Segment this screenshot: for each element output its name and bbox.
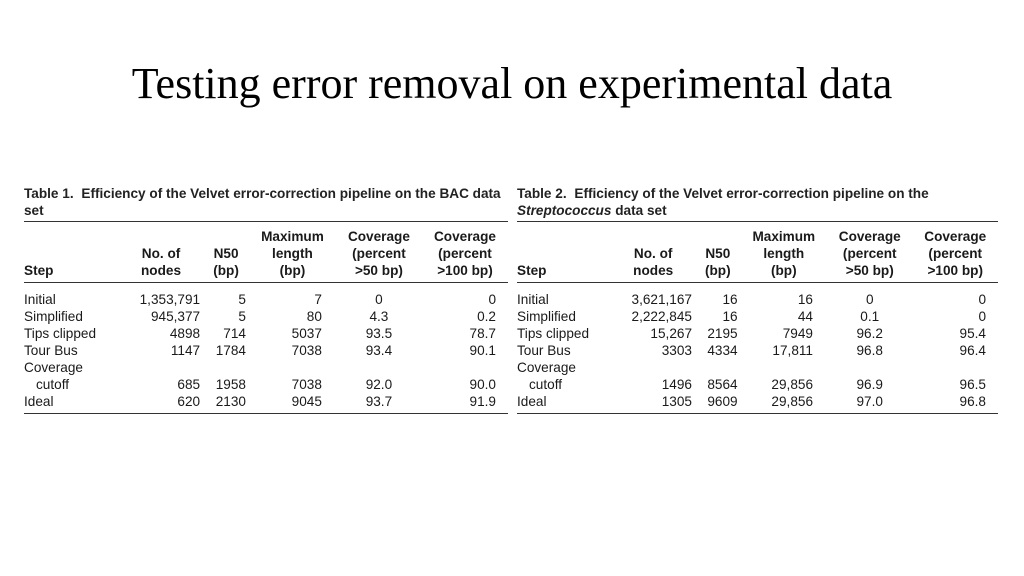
table-cell (611, 359, 695, 376)
table-cell: 7 (314, 292, 322, 307)
table-cell: 96.4 (959, 343, 986, 358)
table-cell: 91.9 (422, 393, 508, 414)
step-label: cutoff (36, 377, 70, 392)
table-cell: 0.1 (860, 309, 880, 324)
table-row (24, 376, 508, 393)
table-row (517, 325, 998, 342)
column-header-line: No. of (633, 246, 673, 261)
table-cell: 93.7 (336, 393, 422, 414)
table-cell: 16 (797, 292, 813, 307)
table-1-header-row (24, 222, 508, 283)
column-header-line: Maximum (752, 229, 816, 244)
table-cell (203, 359, 249, 376)
table-cell: Simplified (24, 309, 83, 324)
table-cell: 78.7 (469, 326, 496, 341)
table-cell (422, 359, 508, 376)
table-cell: 4898 (169, 326, 201, 341)
table-cell: 1784 (215, 343, 246, 358)
table-cell: Initial (24, 292, 56, 307)
table-cell: 44 (797, 309, 813, 324)
column-header (827, 222, 912, 283)
table-cell: 90.1 (469, 343, 496, 358)
table-cell: 1,353,791 (139, 292, 201, 307)
column-header-line: (bp) (213, 263, 239, 278)
table-cell: 9045 (249, 393, 336, 414)
table-cell: 92.0 (365, 377, 393, 392)
table-cell: Ideal (517, 393, 611, 414)
table-cell: 96.8 (912, 393, 998, 414)
column-header-line: Step (517, 263, 547, 278)
table-2-caption-genus: Streptococcus (517, 203, 612, 218)
table-2 (517, 185, 998, 414)
table-cell (741, 359, 827, 376)
table-cell: 5 (238, 292, 246, 307)
table-1-number: Table 1. (24, 186, 74, 201)
step-label: cutoff (529, 377, 563, 392)
table-cell: Tips clipped (517, 326, 590, 341)
table-cell: 29,856 (771, 377, 813, 392)
column-header (611, 222, 695, 283)
table-1-body (24, 283, 508, 414)
table-row (24, 308, 508, 325)
table-row (517, 393, 998, 414)
table-cell: 97.0 (827, 393, 912, 414)
table-1-caption (24, 185, 508, 221)
table-row (517, 283, 998, 309)
table-cell: 2195 (707, 326, 738, 341)
table-cell (119, 359, 203, 376)
table-cell: 685 (177, 377, 201, 392)
table-1-caption-text: Efficiency of the Velvet error-correction pipeline on the BAC data set (24, 186, 501, 218)
table-cell: 5037 (291, 326, 322, 341)
column-header-line: Coverage (433, 229, 496, 244)
column-header-line: (percent (842, 246, 897, 261)
column-header-line: (percent (438, 246, 492, 261)
table-cell: 4.3 (369, 309, 389, 324)
table-cell: 0 (865, 292, 874, 307)
table-cell: 7949 (782, 326, 813, 341)
table-cell: 2130 (203, 393, 249, 414)
table-cell: 3,621,167 (631, 292, 692, 307)
table-cell: 9609 (695, 393, 741, 414)
table-cell: 1496 (661, 377, 692, 392)
column-header-line: N50 (213, 246, 239, 261)
table-cell: 90.0 (469, 377, 496, 392)
table-cell: 0 (978, 309, 986, 324)
table-cell: Coverage (24, 360, 83, 375)
table-2-caption-text: Efficiency of the Velvet error-correction pipeline on the (574, 186, 929, 201)
slide-title: Testing error removal on experimental data (131, 59, 893, 108)
table-cell (827, 359, 912, 376)
table-cell: 16 (722, 309, 738, 324)
column-header-line: nodes (633, 263, 674, 278)
table-cell: 96.9 (856, 377, 883, 392)
column-header-line: (percent (352, 246, 406, 261)
column-header (517, 222, 611, 283)
column-header (249, 222, 336, 283)
column-header (336, 222, 422, 283)
table-cell: 16 (722, 292, 738, 307)
table-cell: 0 (978, 292, 986, 307)
table-1 (24, 185, 508, 414)
column-header-line: Maximum (261, 229, 324, 244)
column-header-line: (bp) (704, 263, 731, 278)
table-cell: Tips clipped (24, 326, 97, 341)
table-cell (517, 376, 611, 393)
table-cell: 4334 (707, 343, 738, 358)
table-cell: 7038 (291, 343, 322, 358)
table-2-header-row (517, 222, 998, 283)
column-header-line: (percent (928, 246, 983, 261)
table-cell: 1147 (170, 343, 201, 358)
table-cell: 80 (306, 309, 322, 324)
column-header-line: No. of (141, 246, 181, 261)
column-header-line: length (272, 246, 313, 261)
table-cell: Tour Bus (517, 343, 571, 358)
column-header-line: Coverage (838, 229, 901, 244)
table-1-grid (24, 221, 508, 414)
table-row (517, 308, 998, 325)
table-cell: 3303 (661, 343, 692, 358)
table-cell: 15,267 (650, 326, 692, 341)
column-header-line: Coverage (347, 229, 410, 244)
table-cell: 1305 (611, 393, 695, 414)
table-cell: 0.2 (477, 309, 496, 324)
column-header (741, 222, 827, 283)
table-cell: 93.4 (365, 343, 393, 358)
column-header (119, 222, 203, 283)
table-cell: 945,377 (150, 309, 201, 324)
table-row (24, 283, 508, 309)
column-header-line: (bp) (279, 263, 306, 278)
table-cell (336, 359, 422, 376)
table-cell: 96.5 (959, 377, 986, 392)
column-header (422, 222, 508, 283)
column-header-line: >100 bp) (927, 263, 983, 278)
table-cell: 620 (119, 393, 203, 414)
column-header-line: Step (24, 263, 54, 278)
column-header-line: nodes (141, 263, 182, 278)
table-cell: 17,811 (772, 343, 813, 358)
table-cell (912, 359, 998, 376)
table-cell: 96.2 (856, 326, 883, 341)
column-header-line: >50 bp) (845, 263, 894, 278)
table-row (517, 342, 998, 359)
column-header (912, 222, 998, 283)
column-header-line: N50 (705, 246, 731, 261)
table-cell: 0 (488, 292, 496, 307)
table-cell: 7038 (291, 377, 322, 392)
table-row (24, 325, 508, 342)
table-cell: Ideal (24, 393, 119, 414)
column-header (24, 222, 119, 283)
table-cell: 2,222,845 (631, 309, 692, 324)
table-cell (695, 359, 741, 376)
table-cell: 8564 (707, 377, 738, 392)
table-cell: 96.8 (856, 343, 883, 358)
table-cell: 29,856 (741, 393, 827, 414)
table-row (517, 376, 998, 393)
table-cell: 714 (223, 326, 246, 341)
table-cell: 5 (238, 309, 246, 324)
column-header (203, 222, 249, 283)
table-row (24, 342, 508, 359)
table-cell: 93.5 (365, 326, 393, 341)
table-row (517, 359, 998, 376)
column-header-line: >50 bp) (354, 263, 403, 278)
table-cell: 0 (375, 292, 383, 307)
table-2-number: Table 2. (517, 186, 567, 201)
table-row (24, 393, 508, 414)
table-2-caption-suffix: data set (615, 203, 667, 218)
column-header-line: Coverage (924, 229, 987, 244)
table-2-grid (517, 221, 998, 414)
table-cell: Coverage (517, 360, 576, 375)
table-cell (24, 376, 119, 393)
column-header-line: >100 bp) (437, 263, 493, 278)
table-cell: Simplified (517, 309, 576, 324)
column-header (695, 222, 741, 283)
table-row (24, 359, 508, 376)
table-cell: Tour Bus (24, 343, 78, 358)
table-cell: 95.4 (959, 326, 986, 341)
table-cell: 1958 (215, 377, 246, 392)
table-2-body (517, 283, 998, 414)
column-header-line: length (763, 246, 805, 261)
column-header-line: (bp) (770, 263, 797, 278)
table-cell (249, 359, 336, 376)
table-2-caption (517, 185, 998, 221)
table-cell: Initial (517, 292, 549, 307)
